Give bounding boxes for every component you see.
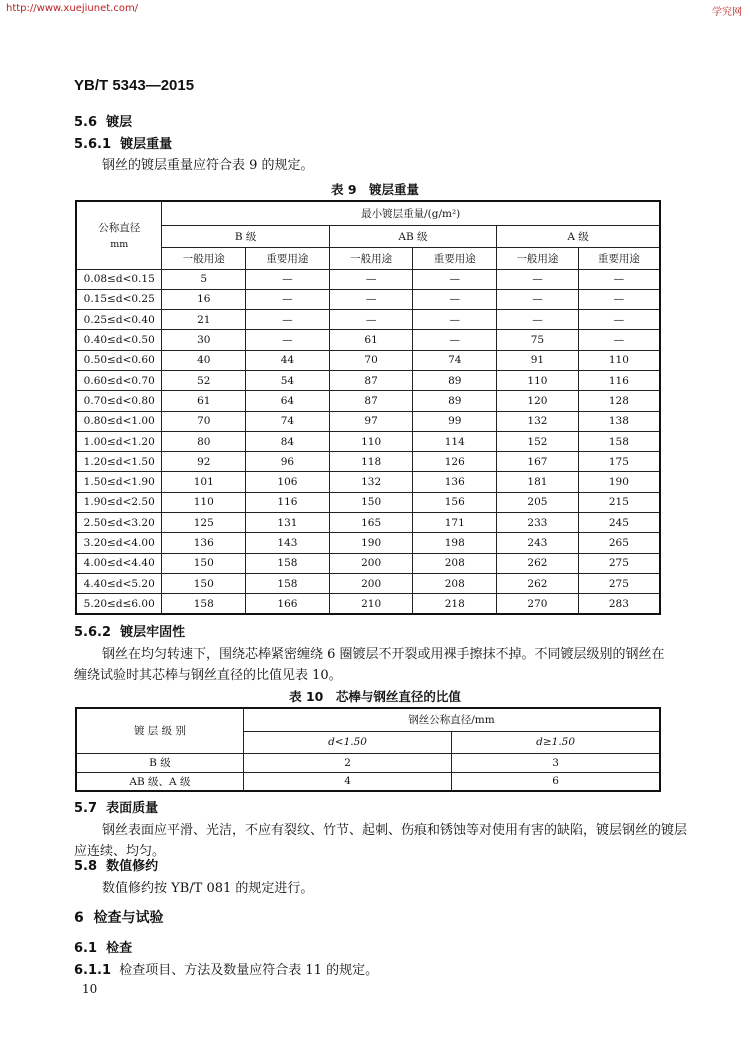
watermark-logo-text: 学究网 [712, 7, 742, 18]
weight-cell: 84 [246, 431, 330, 451]
header-cell-diameter [76, 201, 162, 269]
section-number: 6 [74, 910, 84, 926]
diameter-range-cell: 1.00≤d<1.20 [76, 431, 162, 451]
weight-cell: 40 [162, 350, 246, 370]
section-number: 6.1.1 [74, 963, 112, 978]
weight-cell: 158 [246, 553, 330, 573]
weight-cell: 262 [497, 553, 579, 573]
table-row [76, 513, 660, 533]
header-diameter-unit: mm [110, 239, 129, 251]
weight-cell: 64 [246, 391, 330, 411]
weight-cell: 118 [329, 452, 413, 472]
weight-cell: — [578, 269, 660, 289]
weight-cell: 233 [497, 513, 579, 533]
weight-cell: 265 [578, 533, 660, 553]
weight-cell: 175 [578, 452, 660, 472]
weight-cell: 89 [413, 391, 497, 411]
section-number: 5.7 [74, 801, 98, 816]
header-diameter-large: d≥1.50 [452, 731, 660, 753]
weight-cell: 275 [578, 553, 660, 573]
weight-cell: 131 [246, 513, 330, 533]
header-diameter-label: 公称直径 [98, 222, 141, 235]
weight-cell: — [246, 269, 330, 289]
section-6-heading [74, 907, 164, 927]
weight-cell: 150 [329, 492, 413, 512]
table-row [76, 753, 660, 772]
table-row [76, 411, 660, 431]
weight-cell: 158 [578, 431, 660, 451]
table-row [76, 553, 660, 573]
weight-cell: 181 [497, 472, 579, 492]
weight-cell: 74 [246, 411, 330, 431]
weight-cell: 52 [162, 370, 246, 390]
weight-cell: — [329, 289, 413, 309]
weight-cell: 89 [413, 370, 497, 390]
section-number: 5.6.1 [74, 137, 112, 152]
table-row [76, 472, 660, 492]
weight-cell: 218 [413, 594, 497, 614]
weight-cell: — [497, 310, 579, 330]
weight-cell: 205 [497, 492, 579, 512]
weight-cell: 61 [162, 391, 246, 411]
weight-cell: 110 [497, 370, 579, 390]
diameter-range-cell: 0.25≤d<0.40 [76, 310, 162, 330]
table-row [76, 289, 660, 309]
weight-cell: 70 [162, 411, 246, 431]
weight-cell: 21 [162, 310, 246, 330]
diameter-range-cell: 5.20≤d≤6.00 [76, 594, 162, 614]
weight-cell: 96 [246, 452, 330, 472]
header-grade-ab: AB 级 [329, 225, 496, 247]
diameter-range-cell: 0.80≤d<1.00 [76, 411, 162, 431]
weight-cell: 200 [329, 573, 413, 593]
weight-cell: 106 [246, 472, 330, 492]
diameter-range-cell: 0.60≤d<0.70 [76, 370, 162, 390]
weight-cell: — [578, 310, 660, 330]
weight-cell: 110 [578, 350, 660, 370]
weight-cell: 275 [578, 573, 660, 593]
section-title: 镀层 [106, 115, 133, 130]
header-use-important: 重要用途 [413, 247, 497, 269]
section-number: 5.6 [74, 115, 98, 130]
weight-cell: 270 [497, 594, 579, 614]
header-cell-diameter: 钢丝公称直径/mm [243, 708, 660, 731]
weight-cell: — [497, 269, 579, 289]
weight-cell: 16 [162, 289, 246, 309]
weight-cell: 210 [329, 594, 413, 614]
section-title: 镀层重量 [120, 137, 173, 152]
standard-number: YB/T 5343—2015 [74, 77, 195, 94]
weight-cell: 190 [329, 533, 413, 553]
weight-cell: 110 [162, 492, 246, 512]
table-9 [75, 200, 661, 615]
weight-cell: 150 [162, 553, 246, 573]
table-row [76, 452, 660, 472]
paragraph: 数值修约按 YB/T 081 的规定进行。 [102, 881, 314, 896]
section-6-1-1-line [74, 959, 378, 978]
weight-cell: — [497, 289, 579, 309]
section-5-6-heading [74, 111, 132, 130]
header-use-general: 一般用途 [162, 247, 246, 269]
weight-cell: — [413, 269, 497, 289]
section-title: 表面质量 [106, 801, 159, 816]
header-cell-grade: 镀 层 级 别 [76, 708, 243, 753]
weight-cell: 245 [578, 513, 660, 533]
weight-cell: 167 [497, 452, 579, 472]
section-title: 镀层牢固性 [120, 625, 186, 640]
diameter-range-cell: 0.50≤d<0.60 [76, 350, 162, 370]
weight-cell: 70 [329, 350, 413, 370]
diameter-range-cell: 1.20≤d<1.50 [76, 452, 162, 472]
diameter-range-cell: 1.50≤d<1.90 [76, 472, 162, 492]
diameter-range-cell: 4.00≤d<4.40 [76, 553, 162, 573]
header-cell-min-weight: 最小镀层重量/(g/m²) [162, 201, 660, 225]
table-row [76, 573, 660, 593]
table-row [76, 310, 660, 330]
watermark-url: http://www.xuejiunet.com/ [6, 3, 139, 14]
table-row [76, 269, 660, 289]
weight-cell: 243 [497, 533, 579, 553]
table-row [76, 330, 660, 350]
section-title: 检查与试验 [93, 910, 164, 926]
table-row [76, 431, 660, 451]
weight-cell: 171 [413, 513, 497, 533]
weight-cell: 138 [578, 411, 660, 431]
diameter-range-cell: 0.08≤d<0.15 [76, 269, 162, 289]
diameter-range-cell: 0.40≤d<0.50 [76, 330, 162, 350]
table-cell: 3 [452, 753, 660, 772]
weight-cell: 120 [497, 391, 579, 411]
paragraph-line: 钢丝在均匀转速下，围绕芯棒紧密缠绕 6 圈镀层不开裂或用裸手擦抹不掉。不同镀层级别的钢丝在 [102, 647, 665, 662]
weight-cell: 116 [246, 492, 330, 512]
paragraph-line: 应连续、均匀。 [74, 844, 166, 859]
weight-cell: 283 [578, 594, 660, 614]
weight-cell: — [578, 330, 660, 350]
weight-cell: 158 [162, 594, 246, 614]
table-row [76, 492, 660, 512]
weight-cell: 61 [329, 330, 413, 350]
weight-cell: 87 [329, 370, 413, 390]
table-row [76, 533, 660, 553]
weight-cell: 110 [329, 431, 413, 451]
header-use-important: 重要用途 [246, 247, 330, 269]
weight-cell: 165 [329, 513, 413, 533]
diameter-range-cell: 0.70≤d<0.80 [76, 391, 162, 411]
section-5-7-heading [74, 797, 158, 816]
weight-cell: 143 [246, 533, 330, 553]
weight-cell: 128 [578, 391, 660, 411]
weight-cell: 136 [162, 533, 246, 553]
weight-cell: — [413, 330, 497, 350]
weight-cell: 132 [329, 472, 413, 492]
weight-cell: 114 [413, 431, 497, 451]
page-number: 10 [82, 982, 98, 996]
weight-cell: 44 [246, 350, 330, 370]
weight-cell: 190 [578, 472, 660, 492]
weight-cell: 136 [413, 472, 497, 492]
weight-cell: 99 [413, 411, 497, 431]
section-5-8-heading [74, 855, 158, 874]
weight-cell: 5 [162, 269, 246, 289]
table-row [76, 772, 660, 791]
section-5-6-1-heading [74, 133, 172, 152]
header-grade-b: B 级 [162, 225, 329, 247]
diameter-range-cell: 1.90≤d<2.50 [76, 492, 162, 512]
section-number: 5.8 [74, 859, 98, 874]
table-cell: 6 [452, 772, 660, 791]
weight-cell: 215 [578, 492, 660, 512]
table-10 [75, 707, 661, 792]
section-number: 5.6.2 [74, 625, 112, 640]
table-row [76, 350, 660, 370]
weight-cell: 74 [413, 350, 497, 370]
header-use-important: 重要用途 [578, 247, 660, 269]
weight-cell: 262 [497, 573, 579, 593]
section-6-1-heading [74, 937, 132, 956]
weight-cell: 80 [162, 431, 246, 451]
section-5-6-2-heading [74, 621, 185, 640]
weight-cell: 208 [413, 573, 497, 593]
weight-cell: 92 [162, 452, 246, 472]
table-cell: 4 [243, 772, 451, 791]
section-number: 6.1 [74, 941, 98, 956]
weight-cell: 126 [413, 452, 497, 472]
weight-cell: 101 [162, 472, 246, 492]
weight-cell: 166 [246, 594, 330, 614]
weight-cell: — [413, 289, 497, 309]
weight-cell: — [246, 330, 330, 350]
diameter-range-cell: 2.50≤d<3.20 [76, 513, 162, 533]
weight-cell: 132 [497, 411, 579, 431]
table-9-caption: 表 9 镀层重量 [330, 182, 420, 197]
header-use-general: 一般用途 [329, 247, 413, 269]
weight-cell: 156 [413, 492, 497, 512]
weight-cell: 54 [246, 370, 330, 390]
weight-cell: 158 [246, 573, 330, 593]
paragraph-line: 缠绕试验时其芯棒与钢丝直径的比值见表 10。 [74, 668, 342, 683]
table-cell: B 级 [76, 753, 243, 772]
table-row [76, 370, 660, 390]
header-grade-a: A 级 [497, 225, 660, 247]
weight-cell: 152 [497, 431, 579, 451]
table-row [76, 594, 660, 614]
weight-cell: 30 [162, 330, 246, 350]
header-diameter-small: d<1.50 [243, 731, 451, 753]
weight-cell: 200 [329, 553, 413, 573]
paragraph-line: 钢丝表面应平滑、光洁，不应有裂纹、竹节、起刺、伤痕和锈蚀等对使用有害的缺陷，镀层钢丝的镀层 [102, 823, 688, 838]
diameter-range-cell: 3.20≤d<4.00 [76, 533, 162, 553]
paragraph: 检查项目、方法及数量应符合表 11 的规定。 [119, 963, 379, 978]
weight-cell: 91 [497, 350, 579, 370]
diameter-range-cell: 4.40≤d<5.20 [76, 573, 162, 593]
table-cell: 2 [243, 753, 451, 772]
weight-cell: 87 [329, 391, 413, 411]
diameter-range-cell: 0.15≤d<0.25 [76, 289, 162, 309]
weight-cell: 208 [413, 553, 497, 573]
weight-cell: — [578, 289, 660, 309]
weight-cell: 150 [162, 573, 246, 593]
weight-cell: 198 [413, 533, 497, 553]
weight-cell: 75 [497, 330, 579, 350]
paragraph: 钢丝的镀层重量应符合表 9 的规定。 [102, 158, 314, 173]
weight-cell: — [246, 289, 330, 309]
table-row [76, 391, 660, 411]
weight-cell: — [246, 310, 330, 330]
section-title: 数值修约 [106, 859, 159, 874]
weight-cell: — [413, 310, 497, 330]
weight-cell: 125 [162, 513, 246, 533]
section-title: 检查 [106, 941, 133, 956]
weight-cell: 97 [329, 411, 413, 431]
table-10-caption: 表 10 芯棒与钢丝直径的比值 [289, 689, 461, 704]
table-9-body [76, 269, 660, 614]
weight-cell: — [329, 310, 413, 330]
weight-cell: — [329, 269, 413, 289]
header-use-general: 一般用途 [497, 247, 579, 269]
weight-cell: 116 [578, 370, 660, 390]
table-cell: AB 级、A 级 [76, 772, 243, 791]
